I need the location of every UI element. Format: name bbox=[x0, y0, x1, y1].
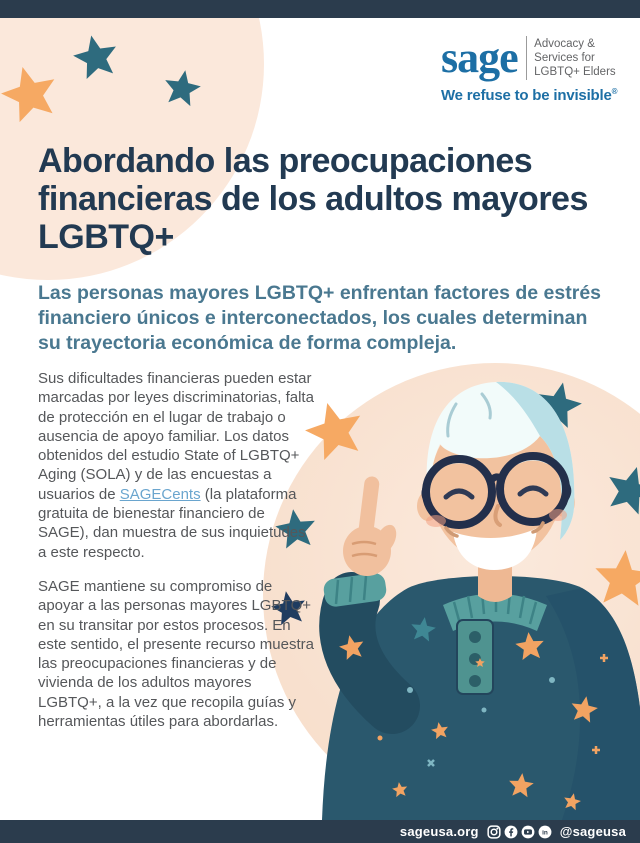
tagline-line: Advocacy & bbox=[534, 38, 595, 50]
decorative-stars-top-left bbox=[0, 18, 230, 138]
footer-bar bbox=[0, 820, 640, 843]
social-handle[interactable]: @sageusa bbox=[559, 824, 626, 839]
paragraph-1-text: Sus dificultades financieras pueden estar marcadas por leyes discriminatorias, falta de protección en el lugar de trabajo o ausencia de apoyo familiar. Los datos obtenidos del estudio State of LGBTQ+ Aging (SOLA) y de las encuestas a usuarios de bbox=[38, 370, 314, 503]
body-text-column bbox=[38, 369, 314, 731]
registered-mark: ® bbox=[611, 87, 618, 96]
website-url[interactable]: sageusa.org bbox=[399, 824, 479, 839]
sage-logo: sage bbox=[441, 33, 518, 82]
button bbox=[469, 675, 481, 687]
page-title: Abordando las preocupaciones financieras de los adultos mayores LGBTQ+ bbox=[38, 142, 588, 256]
button bbox=[469, 631, 481, 643]
youtube-icon[interactable] bbox=[521, 825, 535, 839]
instagram-icon[interactable] bbox=[487, 825, 501, 839]
paragraph-1 bbox=[38, 369, 314, 562]
blush bbox=[426, 515, 446, 527]
sage-logo-block bbox=[441, 33, 626, 104]
tagline-line: Services for bbox=[534, 52, 595, 64]
svg-text:in: in bbox=[541, 828, 548, 836]
star-icon bbox=[162, 67, 204, 107]
facebook-icon[interactable] bbox=[504, 825, 518, 839]
page-subtitle: Las personas mayores LGBTQ+ enfrentan factores de estrés financiero únicos e interconectados, los cuales determinan su trayectoria económica de forma compleja. bbox=[38, 282, 602, 354]
social-icons bbox=[487, 825, 552, 839]
logo-slogan bbox=[441, 87, 626, 104]
sagecents-link[interactable]: SAGECents bbox=[119, 485, 201, 503]
top-accent-bar bbox=[0, 0, 640, 18]
paragraph-1-text: (la plataforma gratuita de bienestar financiero de SAGE), dan muestra de sus inquietudes a este respecto. bbox=[38, 485, 306, 561]
logo-tagline bbox=[534, 37, 616, 79]
logo-divider bbox=[526, 36, 528, 80]
linkedin-icon[interactable] bbox=[538, 825, 552, 839]
slogan-text: We refuse to be invisible bbox=[441, 87, 612, 104]
star-icon bbox=[0, 60, 63, 125]
blush bbox=[549, 509, 567, 521]
paragraph-2: SAGE mantiene su compromiso de apoyar a las personas mayores LGBTQ+ en su transitar por estos procesos. En este sentido, el presente recurso muestra las preocupaciones financieras y de vivienda de los adultos mayores LGBTQ+, a la vez que recopila guías y herramientas útiles para abordarlas. bbox=[38, 577, 314, 731]
star-icon bbox=[70, 31, 121, 81]
tagline-line: LGBTQ+ Elders bbox=[534, 66, 616, 78]
